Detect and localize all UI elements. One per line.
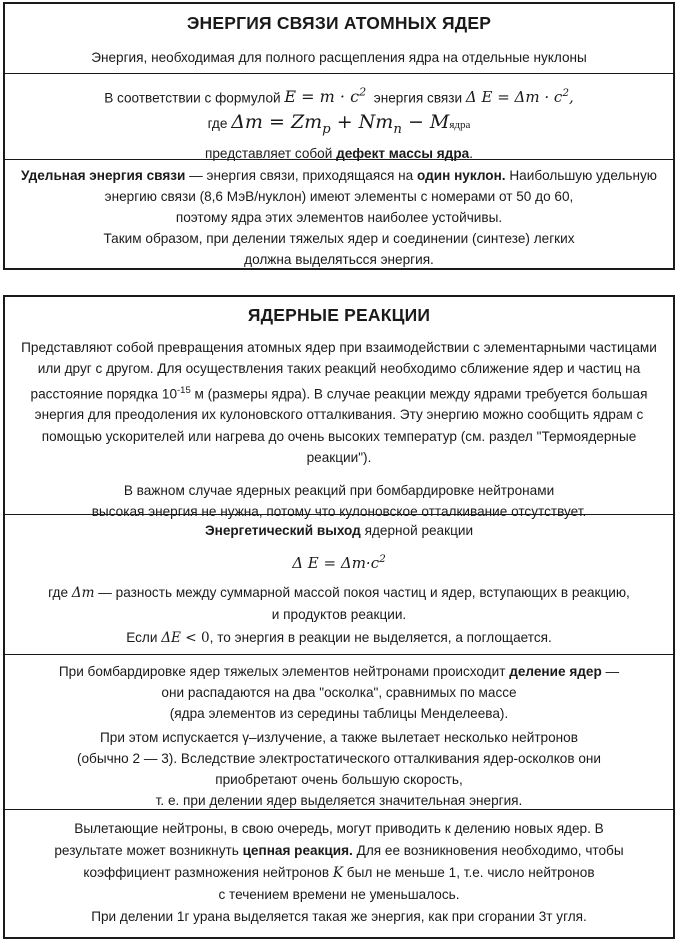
symbol-plus: + — [330, 111, 359, 134]
chain-line-4: с течением времени не уменьшалось. — [218, 887, 460, 902]
formula-lead: В соответствии с формулой — [104, 90, 281, 106]
where-text: где — [48, 585, 72, 600]
symbol-delta-m: Δm — [514, 88, 540, 107]
fission-line-6: приобретают очень большую скорость, — [215, 772, 463, 787]
specific-binding-term: Удельная энергия связи — [21, 168, 186, 183]
mass-defect-term: дефект массы ядра — [336, 146, 470, 162]
chain-line-2 — [13, 840, 665, 862]
fission-line-2: они распадаются на два "осколка", сравнимых по массе — [161, 685, 517, 700]
symbol-delta-m: Δm — [71, 585, 95, 601]
energy-yield-where — [13, 582, 665, 604]
chain-line-3 — [13, 862, 665, 884]
symbol-c: c — [370, 554, 380, 572]
chain-text-b: Для ее возникновения необходимо, чтобы — [352, 843, 624, 858]
nuclear-reactions-intro — [5, 297, 673, 520]
chain-text-3b: был не меньше 1, т.е. число нейтронов — [343, 865, 595, 880]
fission-line-4: При этом испускается γ–излучение, а также вылетает несколько нейтронов — [100, 730, 578, 745]
specific-binding-paragraph — [19, 165, 659, 207]
mass-defect-formula — [231, 111, 471, 138]
binding-energy-header — [5, 4, 673, 74]
energy-yield-products: и продуктов реакции. — [271, 607, 407, 622]
specific-line-5: должна выделятьсся энергия. — [244, 252, 434, 267]
symbol-dot: · — [334, 87, 351, 107]
symbol-delta-E: Δ E — [465, 88, 493, 107]
symbol-less-than-zero: < 0 — [180, 630, 210, 646]
energy-yield-rest: ядерной реакции — [360, 523, 474, 538]
intro-paragraph — [17, 337, 661, 468]
symbol-sub-nucleus: ядра — [449, 119, 471, 132]
fission-line-7: т. е. при делении ядер выделяется значительная энергия. — [155, 793, 523, 808]
chain-reaction-section — [5, 810, 673, 928]
symbol-K: K — [332, 865, 344, 881]
chain-text-3a: коэффициент размножения нейтронов — [83, 865, 333, 880]
fission-line-3: (ядра элементов из середины таблицы Менделеева). — [169, 706, 509, 721]
symbol-Zm: Zm — [290, 111, 323, 134]
energy-yield-heading — [13, 520, 665, 541]
intro-text-a: Представляют собой превращения атомных ядер при взаимодействии с элементарными частицами или друг с другом. Для осуществления таких реакций необходимо сближение ядер и частиц на расстояние порядка 10 — [21, 340, 657, 402]
chain-reaction-term: цепная реакция. — [242, 843, 353, 858]
neutron-line-2: высокая энергия не нужна, потому что кулоновское отталкивание отсутствует. — [91, 504, 587, 520]
energy-yield-section — [5, 515, 673, 655]
symbol-eq: = — [262, 111, 291, 134]
energy-yield-term: Энергетический выход — [204, 523, 361, 538]
mass-defect-formula-line — [5, 110, 673, 142]
if-text: Если — [126, 630, 162, 645]
symbol-E: E — [284, 87, 297, 107]
neutron-line-1: В важном случае ядерных реакций при бомбардировке нейтронами — [123, 483, 555, 499]
energy-yield-formula — [13, 549, 665, 573]
einstein-formula-line — [5, 82, 673, 108]
binding-energy-box — [3, 2, 675, 270]
symbol-c: c — [350, 87, 360, 107]
symbol-minus: − — [401, 111, 430, 134]
represents-text: представляет собой — [205, 146, 333, 162]
specific-binding-energy — [5, 160, 673, 270]
specific-line-3: поэтому ядра этих элементов наиболее устойчивы. — [175, 210, 503, 225]
formula-where: где — [207, 116, 228, 132]
fission-text-a: При бомбардировке ядер тяжелых элементов нейтронами происходит — [58, 664, 510, 679]
symbol-delta-E: ΔE — [161, 630, 181, 646]
where-text-b: — разность между суммарной массой покоя частиц и ядер, вступающих в реакцию, — [94, 585, 630, 600]
symbol-delta-m: Δm — [340, 554, 366, 572]
intro-text-b: м (размеры ядра). В случае реакции между ядрами требуется большая энергия для преодоления их кулоновского отталкивания. Эту энергию можно сообщить ядрам с помощью ускорителей или нагрева до очень высоких температур (см. раздел "Термоядерные реакции"). — [34, 386, 648, 466]
period: . — [469, 146, 473, 162]
specific-line-4: Таким образом, при делении тяжелых ядер и соединении (синтезе) легких — [103, 231, 575, 246]
symbol-delta-m: Δm — [231, 111, 263, 134]
nuclear-reactions-title: ЯДЕРНЫЕ РЕАКЦИИ — [247, 305, 431, 325]
fission-line-5: (обычно 2 — 3). Вследствие электростатического отталкивания ядер-осколков они — [76, 751, 602, 766]
symbol-pow: 2 — [359, 86, 367, 99]
symbol-comma: , — [569, 88, 574, 107]
intro-exponent: -15 — [177, 384, 191, 396]
fission-dash: — — [601, 664, 620, 679]
fission-term: деление ядер — [509, 664, 602, 679]
binding-energy-title: ЭНЕРГИЯ СВЯЗИ АТОМНЫХ ЯДЕР — [186, 13, 492, 33]
symbol-sub-p: p — [322, 122, 331, 138]
symbol-eq: = — [296, 87, 320, 107]
binding-energy-definition: Энергия, необходимая для полного расщепления ядра на отдельные нуклоны — [91, 50, 587, 65]
symbol-eq: = — [492, 88, 515, 107]
symbol-eq: = — [318, 554, 341, 572]
energy-yield-condition — [13, 627, 665, 649]
fission-line-1 — [13, 661, 665, 682]
binding-energy-formula — [466, 88, 574, 106]
symbol-c: c — [553, 88, 563, 107]
symbol-delta-E: Δ E — [292, 554, 319, 572]
einstein-formula — [284, 87, 366, 106]
formula-middle: энергия связи — [373, 90, 463, 106]
symbol-pow: 2 — [562, 87, 569, 100]
specific-text-2: Наибольшую удельную энергию связи (8,6 МэВ/нуклон) имеют элементы с номерами от 50 до 60, — [104, 168, 657, 204]
binding-energy-formulas — [5, 74, 673, 160]
nuclear-reactions-box — [3, 295, 675, 939]
symbol-M: M — [429, 111, 450, 134]
chain-text-a: результате может возникнуть — [54, 843, 243, 858]
chain-line-5: При делении 1г урана выделяется такая же энергия, как при сгорании 3т угля. — [91, 909, 587, 924]
symbol-dot: · — [365, 554, 371, 572]
if-text-b: , то энергия в реакции не выделяется, а поглощается. — [209, 630, 552, 645]
chain-line-1: Вылетающие нейтроны, в свою очередь, могут приводить к делению новых ядер. В — [74, 821, 604, 836]
specific-text-1: — энергия связи, приходящаяся на — [185, 168, 417, 183]
fission-section — [5, 655, 673, 810]
symbol-m: m — [319, 87, 335, 107]
symbol-Nm: Nm — [358, 111, 394, 134]
symbol-pow: 2 — [379, 553, 386, 565]
symbol-dot: · — [539, 88, 554, 107]
symbol-sub-n: n — [393, 122, 402, 138]
one-nucleon-term: один нуклон. — [416, 168, 506, 183]
